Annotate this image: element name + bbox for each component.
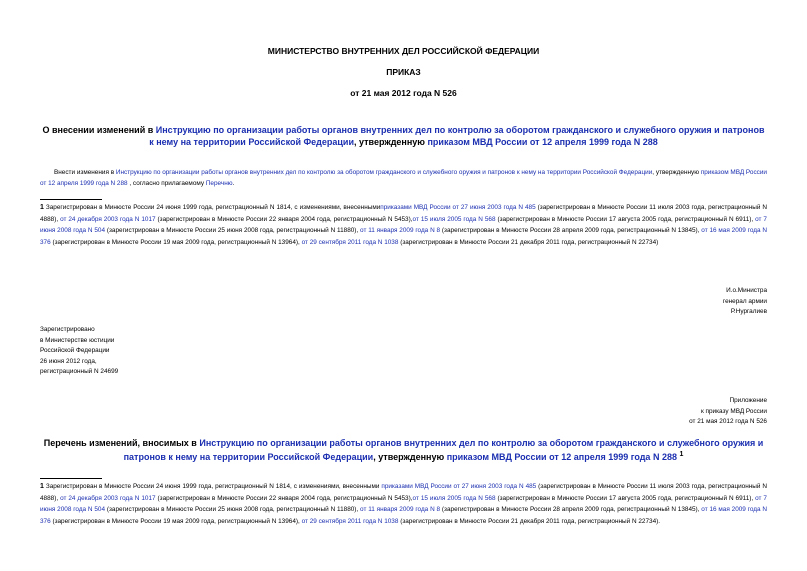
footnote-2-marker: 1 [40,483,44,490]
fn-link-504[interactable]: от 7 июня 2008 года N 504 [40,215,767,234]
fn2-text-2: (зарегистрирован в Минюсте России 11 июля 2003 года, регистрационный N 4888), [40,483,768,502]
fn2-link-504[interactable]: от 7 июня 2008 года N 504 [40,494,767,513]
signature-rank: генерал армии [722,297,767,305]
fn2-link-485[interactable]: приказами МВД России от 27 июня 2003 года N 485 [381,483,537,490]
ministry-heading: МИНИСТЕРСТВО ВНУТРЕННИХ ДЕЛ РОССИЙСКОЙ ФЕДЕРАЦИИ [267,46,540,56]
list-title-prefix: Перечень изменений, вносимых в [43,438,200,448]
fn2-text-4: (зарегистрирован в Минюсте России 17 августа 2005 года, регистрационный N 6911), [495,494,756,502]
footnote [40,202,767,248]
list-title [40,437,767,463]
fn2-text-8: (зарегистрирован в Минюсте России 21 декабря 2011 года, регистрационный N 22734). [398,517,661,525]
fn-link-1017[interactable]: от 24 декабря 2003 года N 1017 [60,215,156,223]
order-288-link[interactable]: приказом МВД России от 12 апреля 1999 года N 288 [427,137,658,147]
fn-text-5: (зарегистрирован в Минюсте России 25 июня 2008 года, регистрационный N 11880), [105,227,361,234]
title-prefix: О внесении изменений в [42,125,156,135]
fn-text-6: (зарегистрирован в Минюсте России 28 апреля 2009 года, регистрационный N 13845), [440,227,702,234]
body-text-3: , согласно прилагаемому [127,180,206,187]
list-link[interactable]: Перечню [205,180,233,187]
list-order-288-link[interactable]: приказом МВД России от 12 апреля 1999 года N 288 [446,452,677,462]
fn2-text-1: Зарегистрирован в Минюсте России 24 июня 1999 года, регистрационный N 1814, с изменениями, внесенными [43,483,382,490]
fn2-text-6: (зарегистрирован в Минюсте России 28 апреля 2009 года, регистрационный N 13845), [440,506,702,513]
fn2-text-5: (зарегистрирован в Минюсте России 25 июня 2008 года, регистрационный N 11880), [105,506,361,513]
list-title-mid: , утвержденную [373,452,447,462]
fn-link-568[interactable]: от 15 июля 2005 года N 568 [412,215,496,223]
list-instruction-link[interactable]: Инструкцию по организации работы органов внутренних дел по контролю за оборотом гражданского и служебного оружия и патронов к нему на территории Российской Федерации [123,438,764,462]
appendix-order: к приказу МВД России [700,407,767,415]
fn-text-2: (зарегистрирован в Минюсте России 11 июля 2003 года, регистрационный N 4888), [40,204,767,223]
fn-link-8[interactable]: от 11 января 2009 года N 8 [360,227,441,234]
order-title [40,124,767,148]
signature-block [567,286,767,318]
registration-line-4: 26 июня 2012 года, [40,357,97,365]
title-mid: , утвержденную [354,137,428,147]
footnote-2 [40,481,767,527]
fn2-link-376[interactable]: от 16 мая 2009 года N 376 [40,506,768,525]
body-text-2: , утвержденную [652,169,701,176]
appendix-block [567,396,767,428]
fn-link-1038[interactable]: от 29 сентября 2011 года N 1038 [301,238,399,246]
appendix-date: от 21 мая 2012 года N 526 [689,418,767,425]
fn2-text-7: (зарегистрирован в Минюсте России 19 мая 2009 года, регистрационный N 13964), [50,517,302,525]
fn-text-4: (зарегистрирован в Минюсте России 17 августа 2005 года, регистрационный N 6911), [495,215,756,223]
signature-name: Р.Нургалиев [730,308,767,315]
body-paragraph [40,167,767,189]
fn2-link-1017[interactable]: от 24 декабря 2003 года N 1017 [60,494,156,502]
registration-line-1: Зарегистрировано [40,326,95,333]
fn-text-3: (зарегистрирован в Минюсте России 22 января 2004 года, регистрационный N 5453), [155,215,413,223]
fn2-link-568[interactable]: от 15 июля 2005 года N 568 [412,494,496,502]
registration-line-2: в Министерстве юстиции [40,336,115,344]
footnote-separator [40,199,102,200]
document-date: от 21 мая 2012 года N 526 [350,88,457,98]
instruction-link[interactable]: Инструкцию по организации работы органов внутренних дел по контролю за оборотом гражданского и служебного оружия и патронов к нему на территории Российской Федерации [149,125,765,147]
registration-block [40,325,240,378]
footnote-marker: 1 [40,204,44,211]
registration-line-5: регистрационный N 24699 [40,368,119,375]
fn-text-8: (зарегистрирован в Минюсте России 21 декабря 2011 года, регистрационный N 22734) [398,238,659,246]
body-instruction-link[interactable]: Инструкцию по организации работы органов внутренних дел по контролю за оборотом гражданского и служебного оружия и патронов к нему на территории Российской Федерации [115,169,653,176]
body-text-4: . [232,180,235,187]
footnote-separator-2 [40,478,102,479]
fn2-link-1038[interactable]: от 29 сентября 2011 года N 1038 [301,517,399,525]
fn2-link-8[interactable]: от 11 января 2009 года N 8 [360,506,441,513]
fn-text-7: (зарегистрирован в Минюсте России 19 мая 2009 года, регистрационный N 13964), [50,238,302,246]
signature-position: И.о.Министра [726,287,767,294]
body-order-288-link[interactable]: приказом МВД России от 12 апреля 1999 года N 288 [40,169,767,187]
fn2-text-3: (зарегистрирован в Минюсте России 22 января 2004 года, регистрационный N 5453), [155,494,413,502]
fn-link-376[interactable]: от 16 мая 2009 года N 376 [40,227,768,246]
body-text-1: Внести изменения в [54,169,116,176]
appendix-label: Приложение [729,397,767,404]
fn-link-485[interactable]: приказами МВД России от 27 июня 2003 года N 485 [380,204,536,211]
list-title-marker: 1 [679,451,684,458]
registration-line-3: Российской Федерации [40,347,110,354]
document-type: ПРИКАЗ [386,67,421,77]
fn-text-1: Зарегистрирован в Минюсте России 24 июня 1999 года, регистрационный N 1814, с изменениями, внесенными [43,204,381,211]
